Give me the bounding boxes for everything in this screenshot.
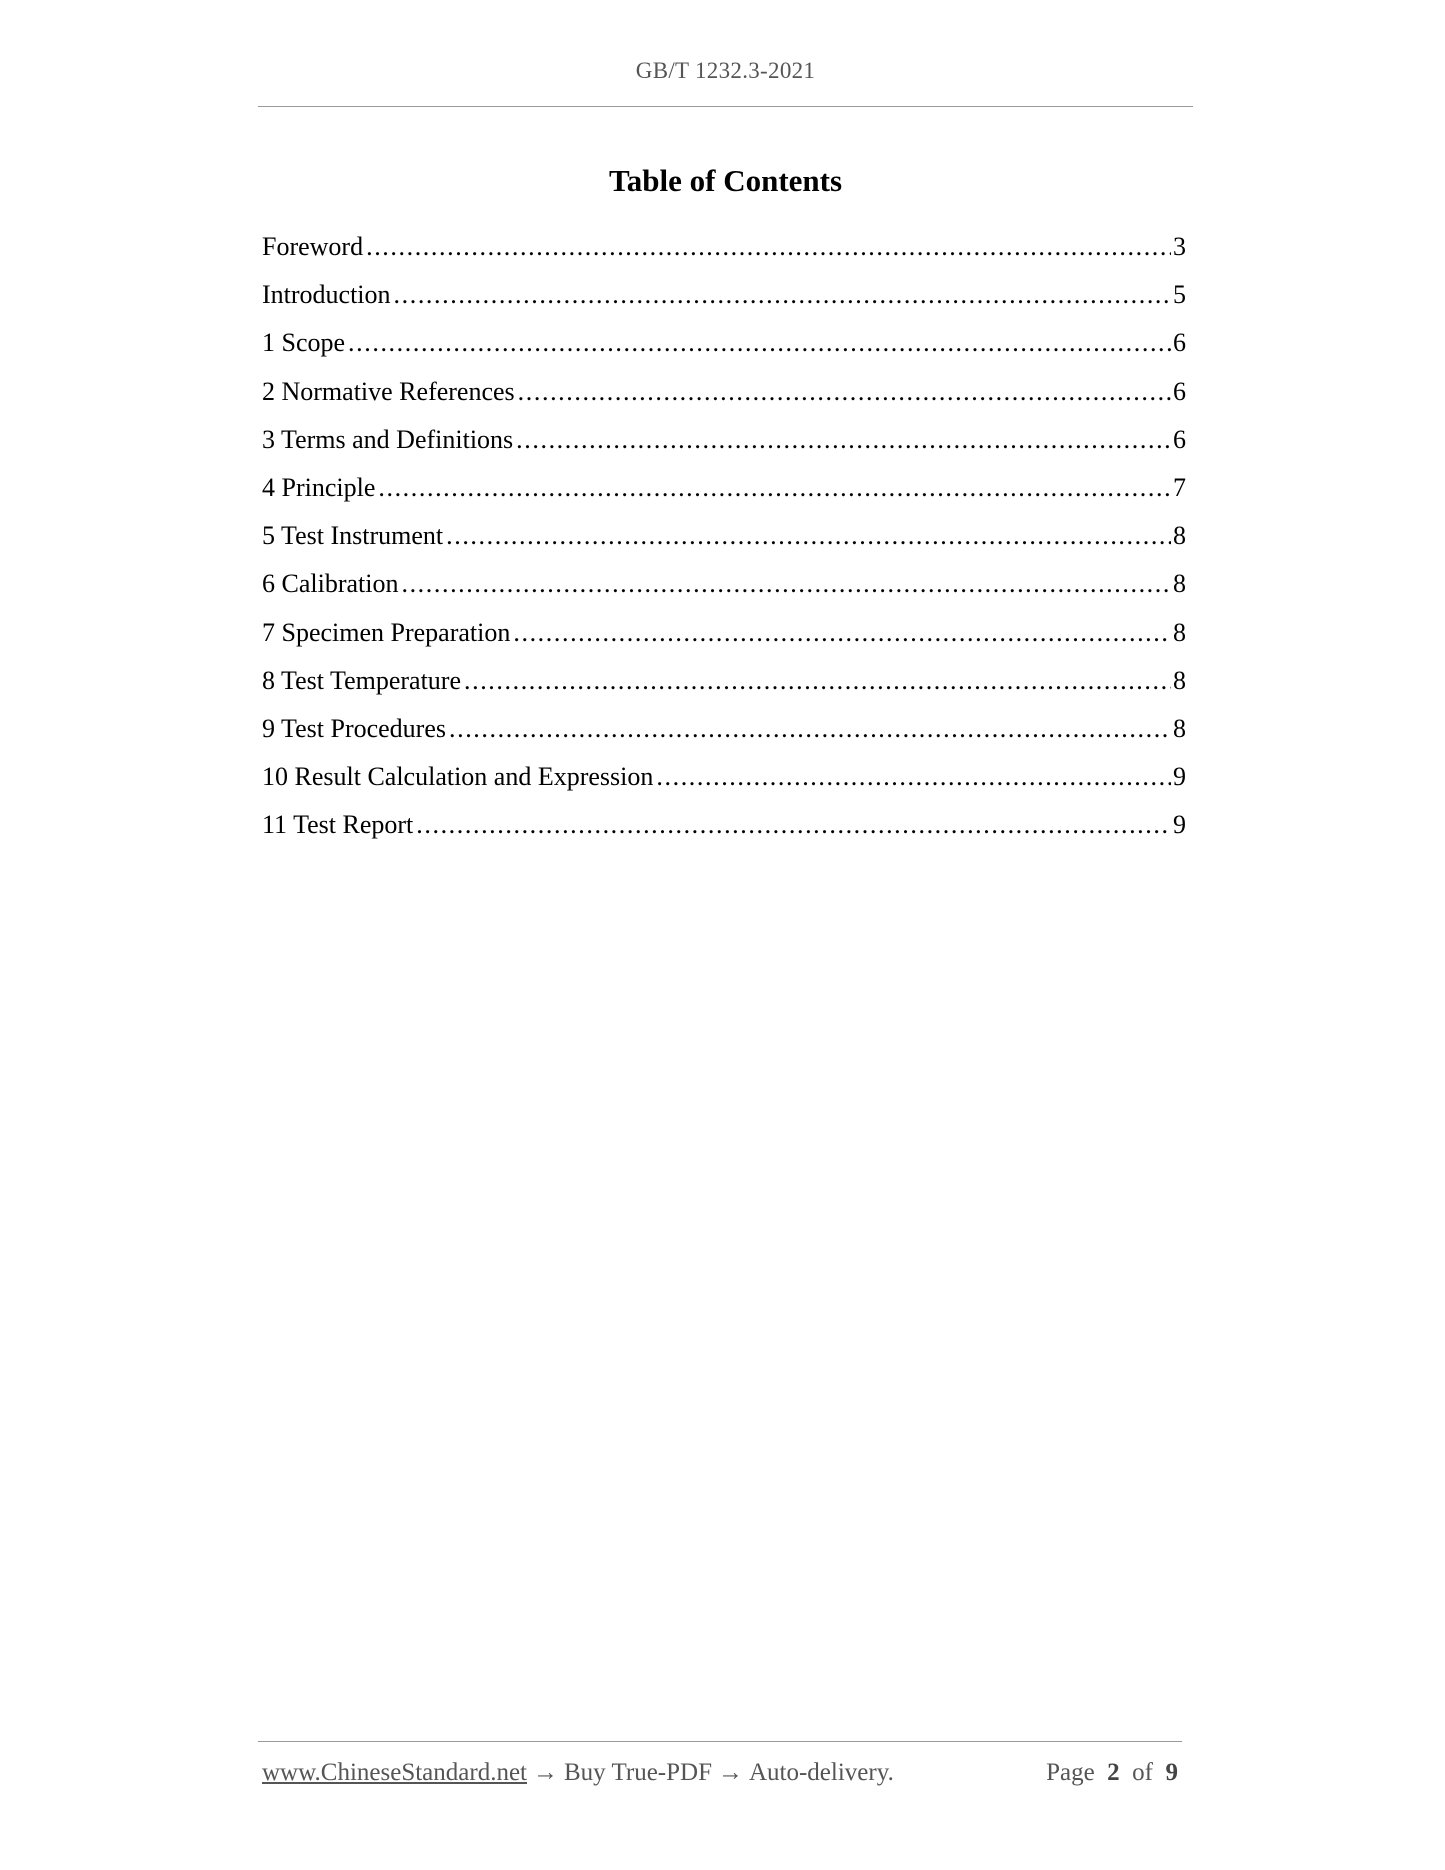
toc-entry-label: 11 Test Report	[262, 810, 414, 840]
toc-entry-label: 9 Test Procedures	[262, 713, 446, 743]
toc-entry-page: 6	[1173, 376, 1186, 406]
of-word: of	[1132, 1759, 1153, 1786]
footer-divider	[258, 1741, 1182, 1742]
dot-leader	[366, 230, 1171, 264]
dot-leader	[378, 471, 1171, 505]
dot-leader	[464, 664, 1171, 698]
dot-leader	[348, 326, 1171, 360]
toc-entry-page: 8	[1173, 569, 1186, 599]
header-divider	[258, 106, 1193, 107]
dot-leader	[394, 278, 1171, 312]
right-arrow-icon: →	[533, 1759, 558, 1786]
dot-leader	[446, 519, 1171, 553]
page-number	[1046, 1759, 1178, 1787]
toc-entry-test-temperature[interactable]	[262, 664, 1186, 712]
toc-entry-page: 9	[1173, 810, 1186, 840]
toc-entry-label: 10 Result Calculation and Expression	[262, 762, 654, 792]
toc-entry-page: 8	[1173, 617, 1186, 647]
toc-entry-label: Introduction	[262, 280, 391, 310]
footer-step-buy: Buy True-PDF	[564, 1759, 712, 1786]
footer-step-delivery: Auto-delivery.	[748, 1759, 894, 1786]
toc-entry-label: 6 Calibration	[262, 569, 399, 599]
footer-promo	[262, 1759, 894, 1787]
toc-entry-page: 3	[1173, 232, 1186, 261]
toc-entry-test-report[interactable]	[262, 808, 1186, 856]
toc-entry-foreword[interactable]	[262, 230, 1186, 278]
right-arrow-icon: →	[717, 1759, 743, 1786]
dot-leader	[416, 808, 1171, 842]
page-footer	[262, 1759, 1182, 1793]
toc-entry-specimen-preparation[interactable]	[262, 616, 1186, 664]
toc-entry-label: Foreword	[262, 232, 364, 261]
toc-entry-normative-references[interactable]	[262, 375, 1186, 423]
toc-entry-page: 6	[1173, 424, 1186, 454]
dot-leader	[513, 616, 1171, 650]
running-header: GB/T 1232.3-2021	[635, 58, 816, 83]
toc-entry-test-procedures[interactable]	[262, 712, 1186, 760]
toc-entry-page: 8	[1173, 713, 1186, 743]
toc-entry-label: 8 Test Temperature	[262, 665, 461, 695]
toc-entry-page: 7	[1173, 472, 1186, 502]
toc-entry-label: 1 Scope	[262, 328, 346, 358]
toc-entry-principle[interactable]	[262, 471, 1186, 519]
toc-entry-test-instrument[interactable]	[262, 519, 1186, 567]
toc-list	[262, 230, 1186, 856]
dot-leader	[656, 760, 1171, 794]
dot-leader	[516, 423, 1171, 457]
page-word: Page	[1046, 1759, 1095, 1786]
toc-entry-label: 3 Terms and Definitions	[262, 424, 514, 454]
current-page-number: 2	[1107, 1759, 1120, 1786]
toc-entry-label: 5 Test Instrument	[262, 521, 444, 551]
total-pages-number: 9	[1165, 1759, 1178, 1786]
toc-entry-calibration[interactable]	[262, 567, 1186, 615]
toc-entry-label: 2 Normative References	[262, 376, 515, 406]
toc-entry-page: 6	[1173, 328, 1186, 358]
toc-entry-page: 8	[1173, 521, 1186, 551]
toc-entry-label: 4 Principle	[262, 472, 376, 502]
toc-entry-page: 8	[1173, 665, 1186, 695]
dot-leader	[518, 375, 1171, 409]
toc-entry-terms-definitions[interactable]	[262, 423, 1186, 471]
toc-entry-page: 5	[1173, 280, 1186, 310]
toc-entry-scope[interactable]	[262, 326, 1186, 374]
toc-entry-label: 7 Specimen Preparation	[262, 617, 511, 647]
toc-entry-introduction[interactable]	[262, 278, 1186, 326]
dot-leader	[449, 712, 1171, 746]
toc-entry-result-calculation[interactable]	[262, 760, 1186, 808]
dot-leader	[401, 567, 1171, 601]
toc-entry-page: 9	[1173, 762, 1186, 792]
toc-title: Table of Contents	[608, 163, 843, 198]
site-link[interactable]: www.ChineseStandard.net	[262, 1759, 527, 1786]
